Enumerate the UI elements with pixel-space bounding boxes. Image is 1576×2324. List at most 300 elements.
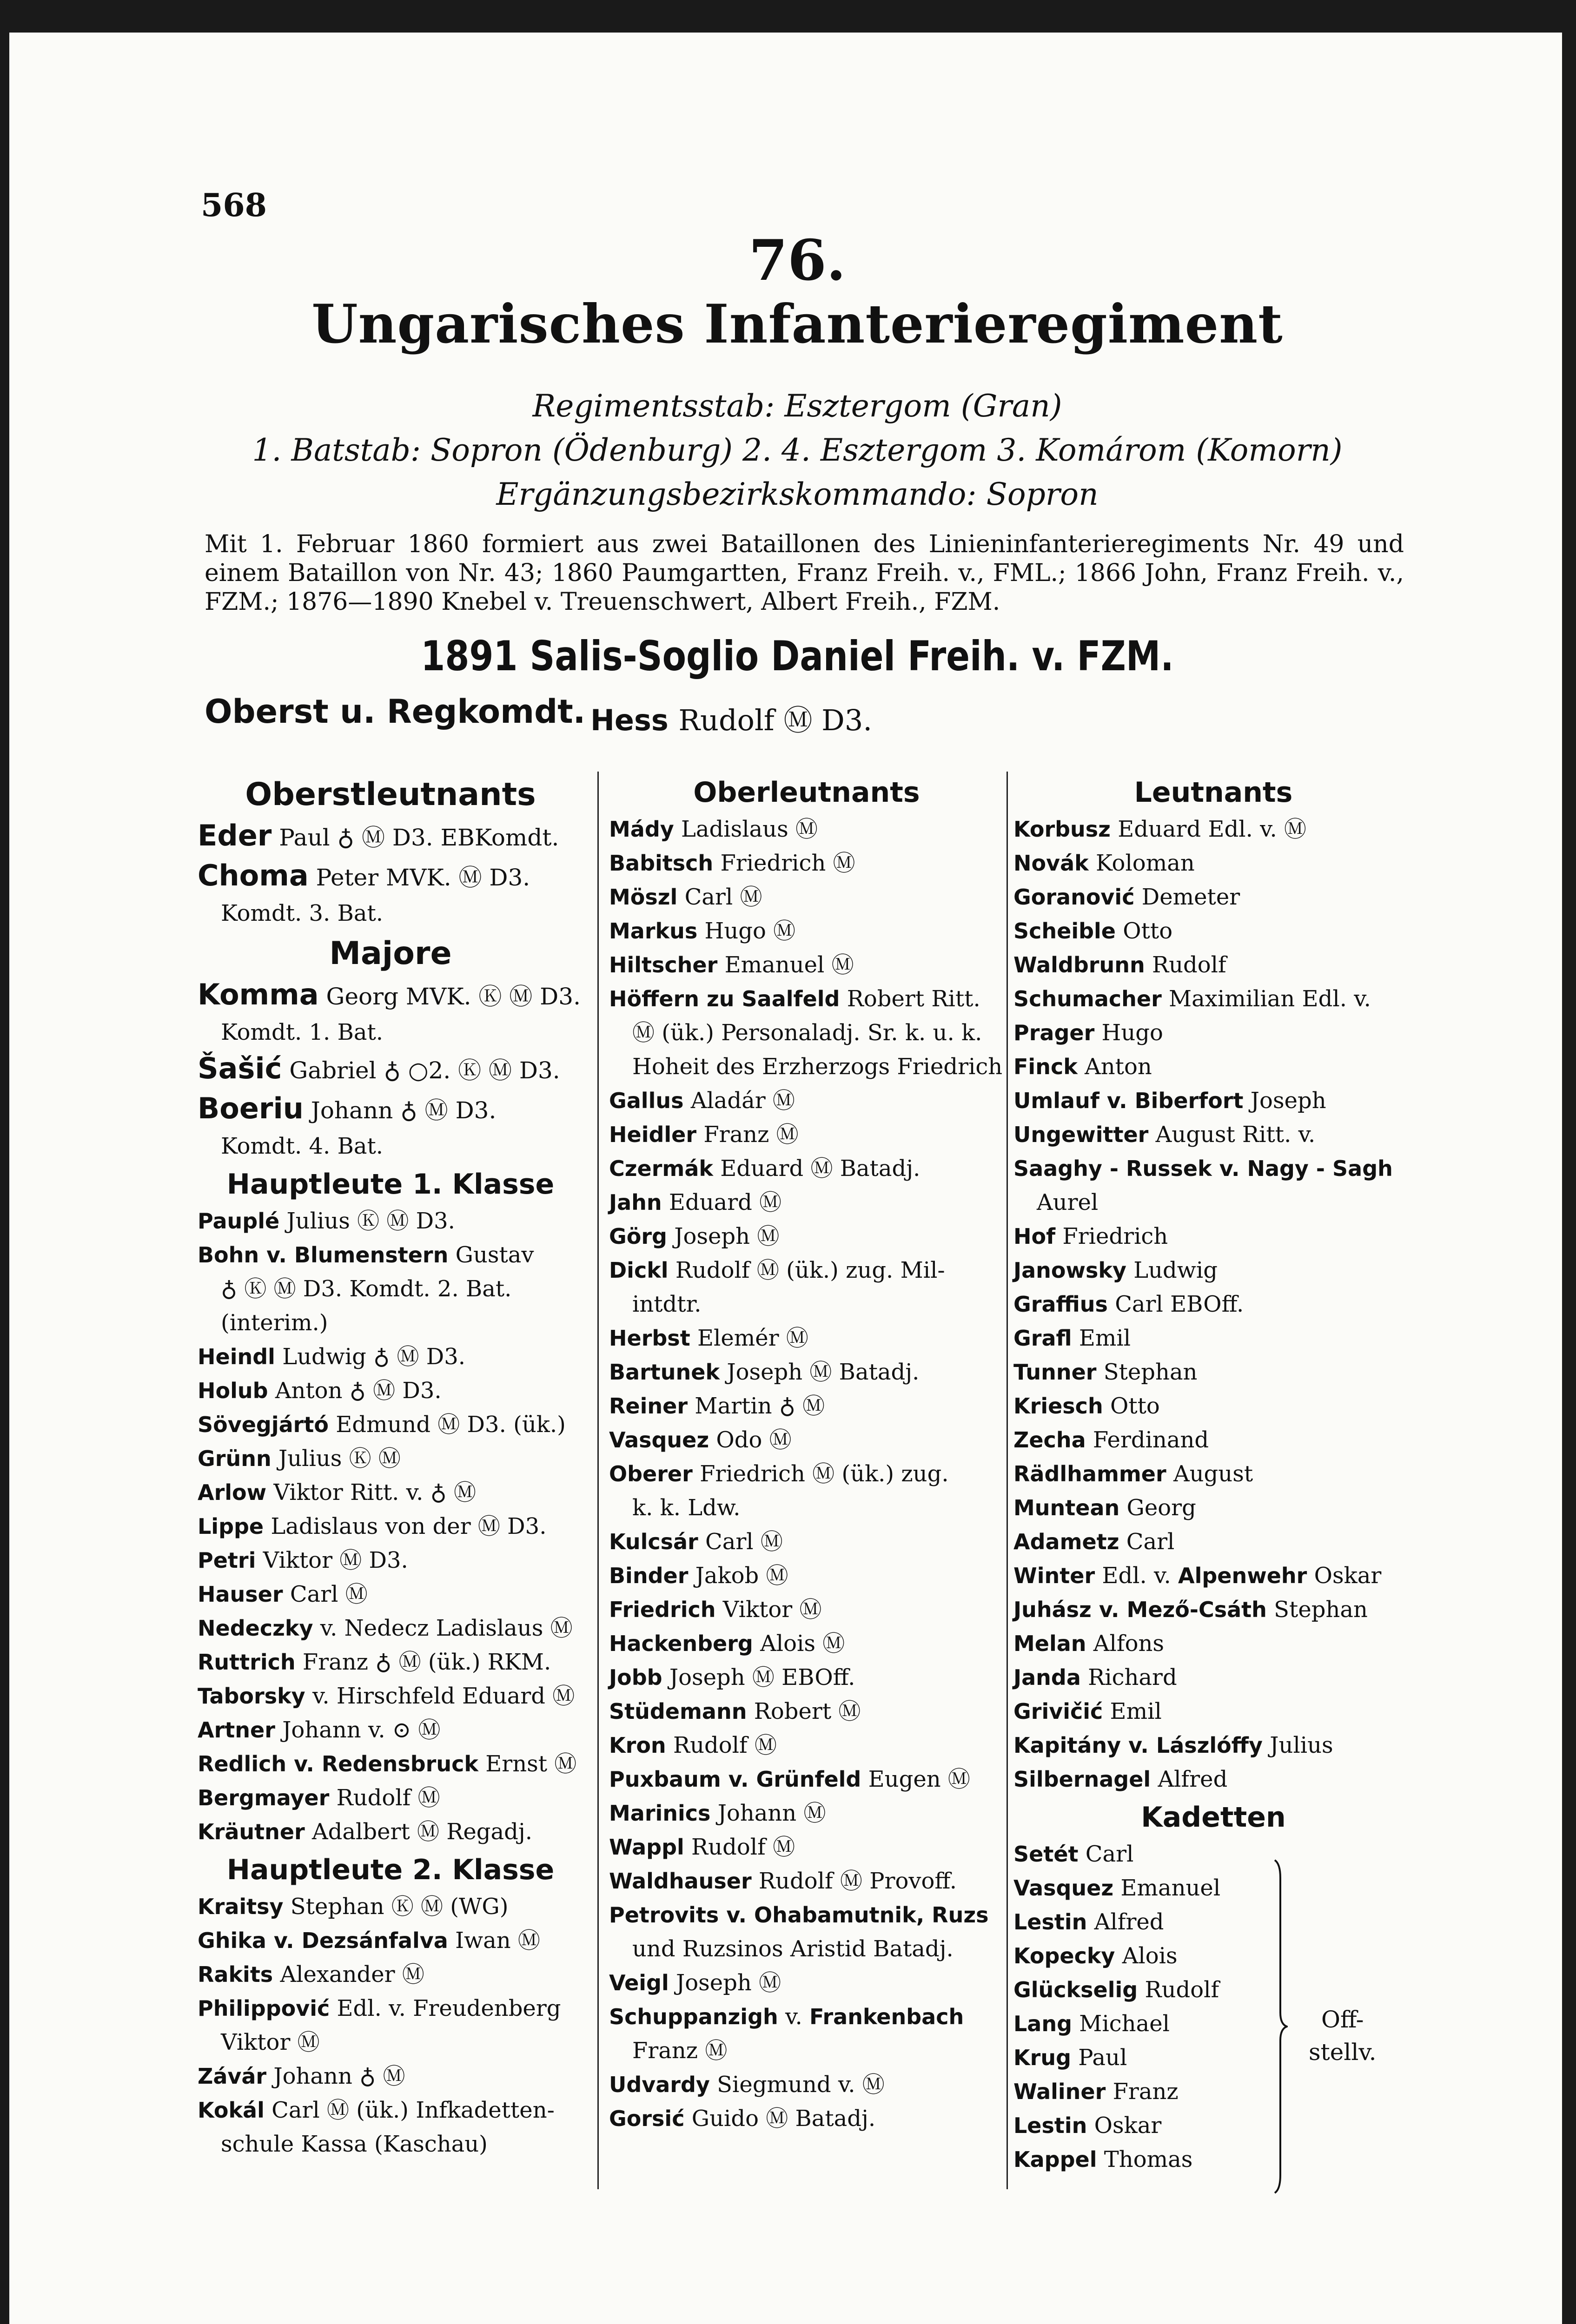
- entry-surname: Jobb: [609, 1665, 662, 1690]
- roster-entry: [609, 1627, 1004, 1661]
- entry-details: Ludwig ♁ Ⓜ D3.: [282, 1344, 466, 1370]
- entry-details: Alois: [1122, 1943, 1178, 1969]
- roster-entry: [1013, 2075, 1413, 2109]
- entry-details: Ladislaus von der Ⓜ D3.: [271, 1513, 547, 1539]
- entry-surname: Saaghy - Russek v. Nagy - Sagh: [1013, 1156, 1393, 1181]
- entry-details: Carl Ⓜ: [290, 1581, 368, 1607]
- roster-entry: [1013, 1118, 1413, 1152]
- entry-details: Eduard Edl. v. Ⓜ: [1118, 816, 1307, 842]
- middle-column: [609, 772, 1004, 2136]
- entry-surname: Umlauf v. Biberfort: [1013, 1088, 1244, 1113]
- roster-entry: [1013, 846, 1413, 880]
- entry-details: k. k. Ldw.: [632, 1495, 741, 1521]
- roster-entry: [609, 1457, 1004, 1491]
- section-title: Kadetten: [1141, 1801, 1286, 1834]
- roster-entry: [198, 1050, 583, 1089]
- entry-surname: Lippe: [198, 1514, 264, 1539]
- entry-details: August Ritt. v.: [1155, 1122, 1316, 1148]
- roster-entry: [198, 1442, 583, 1476]
- entry-surname: Artner: [198, 1717, 275, 1743]
- staff-line: Ergänzungsbezirkskommando: Sopron: [496, 476, 1099, 512]
- entry-details: Carl: [1126, 1529, 1175, 1555]
- entry-surname: Friedrich: [609, 1597, 716, 1622]
- entry-details: Peter MVK. Ⓜ D3.: [316, 864, 530, 891]
- roster-entry: [609, 1220, 1004, 1254]
- entry-details: Anton: [1085, 1054, 1152, 1080]
- roster-entry: [609, 1186, 1004, 1220]
- entry-surname: Waliner: [1013, 2079, 1106, 2104]
- roster-entry: [198, 1924, 583, 1958]
- entry-details: Alfred: [1158, 1766, 1228, 1792]
- entry-surname: Markus: [609, 918, 698, 944]
- kadetten-brace: [1274, 1859, 1288, 2194]
- entry-surname: Rakits: [198, 1962, 273, 1987]
- entry-details: Rudolf Ⓜ Provoff.: [758, 1868, 957, 1894]
- entry-surname: Glückselig: [1013, 1977, 1138, 2002]
- entry-surname: Waldbrunn: [1013, 952, 1145, 977]
- roster-entry: [198, 1747, 583, 1781]
- entry-details: Stephan: [1274, 1597, 1368, 1623]
- entry-details: Edl. v. Freudenberg: [337, 1995, 561, 2021]
- commander-surname: Hess: [590, 703, 669, 737]
- entry-details: Julius: [1270, 1732, 1333, 1758]
- entry-surname: Udvardy: [609, 2072, 710, 2097]
- regiment-number: 76.: [748, 228, 846, 293]
- roster-entry: [1013, 1355, 1413, 1389]
- entry-continuation: [198, 2127, 583, 2161]
- entry-details: Rudolf Ⓜ: [691, 1834, 795, 1860]
- entry-surname-part: Frankenbach: [809, 2004, 964, 2029]
- roster-entry: [198, 1204, 583, 1238]
- roster-entry: [198, 857, 583, 897]
- roster-entry: [609, 1152, 1004, 1186]
- roster-entry: [1013, 1084, 1413, 1118]
- entry-surname: Oberer: [609, 1461, 693, 1486]
- entry-details: Komdt. 1. Bat.: [221, 1019, 384, 1045]
- entry-details: Friedrich Ⓜ: [720, 850, 855, 876]
- regiment-owner: 1891 Salis-Soglio Daniel Freih. v. FZM.: [421, 632, 1174, 680]
- roster-entry: [198, 1992, 583, 2026]
- roster-entry: [1013, 1973, 1413, 2007]
- entry-details: Julius Ⓚ Ⓜ D3.: [286, 1208, 455, 1234]
- entry-details: Viktor Ritt. v. ♁ Ⓜ: [273, 1479, 476, 1505]
- roster-entry: [1013, 1661, 1413, 1695]
- roster-entry: [198, 1890, 583, 1924]
- entry-surname: Winter: [1013, 1563, 1095, 1588]
- roster-entry: [609, 1254, 1004, 1287]
- roster-entry: [1013, 880, 1413, 914]
- entry-surname: Kokál: [198, 2098, 265, 2123]
- entry-surname-part: und Ruzsinos: [632, 1936, 783, 1962]
- roster-entry: [198, 2093, 583, 2127]
- entry-surname-part: Alpenwehr: [1178, 1563, 1307, 1588]
- entry-continuation: [198, 1272, 583, 1340]
- entry-details: Alfons: [1093, 1631, 1165, 1657]
- entry-details: Georg MVK. Ⓚ Ⓜ D3.: [326, 983, 581, 1010]
- roster-entry: [609, 1966, 1004, 2000]
- roster-entry: [609, 1695, 1004, 1729]
- roster-entry: [609, 948, 1004, 982]
- entry-continuation: [609, 2034, 1004, 2068]
- entry-details: Stephan: [1103, 1359, 1198, 1385]
- entry-surname: Marinics: [609, 1801, 711, 1826]
- regiment-history: Mit 1. Februar 1860 formiert aus zwei Bataillonen des Linieninfanterieregiments Nr. 49 und einem Bataillon von Nr. 43; 1860 Paumgartten, Franz Freih. v., FML.; 1866 John, Franz Freih. v., FZM.; 1876—1890 Knebel v. Treuenschwert, Albert Freih., FZM.: [205, 530, 1404, 616]
- entry-surname: Arlow: [198, 1480, 267, 1505]
- roster-entry: [1013, 1695, 1413, 1729]
- entry-surname: Bohn v. Blumenstern: [198, 1242, 449, 1268]
- entry-details: Thomas: [1104, 2146, 1193, 2172]
- roster-entry: [1013, 1152, 1413, 1186]
- entry-surname: Taborsky: [198, 1684, 305, 1709]
- entry-details: Johann v. ⊙ Ⓜ: [282, 1717, 441, 1743]
- entry-surname: Muntean: [1013, 1495, 1120, 1520]
- entry-details: Joseph Ⓜ EBOff.: [669, 1664, 855, 1690]
- entry-surname: Bartunek: [609, 1360, 720, 1385]
- roster-entry: [198, 1408, 583, 1442]
- entry-details: Johann Ⓜ: [717, 1800, 826, 1826]
- entry-details: Odo Ⓜ: [716, 1427, 792, 1453]
- regiment-title: Ungarisches Infanterieregiment: [311, 293, 1283, 355]
- entry-details: Rudolf Ⓜ: [673, 1732, 777, 1758]
- roster-entry: [609, 1898, 1004, 1932]
- entry-details: Oskar: [1094, 2113, 1162, 2139]
- entry-details: Joseph Ⓜ Batadj.: [727, 1359, 920, 1385]
- roster-entry: [609, 812, 1004, 846]
- entry-surname: Janda: [1013, 1665, 1081, 1690]
- section-title: Majore: [329, 935, 452, 972]
- entry-surname: Choma: [198, 858, 309, 892]
- entry-surname: Heindl: [198, 1344, 275, 1369]
- entry-continuation: [198, 2026, 583, 2060]
- entry-details: schule Kassa (Kaschau): [221, 2131, 488, 2157]
- entry-surname: Vasquez: [609, 1427, 709, 1452]
- roster-entry: [1013, 948, 1413, 982]
- entry-surname: Kriesch: [1013, 1393, 1103, 1419]
- roster-entry: [1013, 1593, 1413, 1627]
- roster-entry: [609, 1118, 1004, 1152]
- entry-details: Viktor Ⓜ: [722, 1597, 822, 1623]
- entry-surname: Silbernagel: [1013, 1767, 1151, 1792]
- entry-details: Paul: [1078, 2045, 1127, 2071]
- entry-details: v. Nedecz Ladislaus Ⓜ: [320, 1615, 573, 1641]
- entry-surname: Schumacher: [1013, 986, 1162, 1011]
- entry-surname: Kappel: [1013, 2147, 1097, 2172]
- roster-entry: [198, 1578, 583, 1611]
- roster-entry: [609, 1830, 1004, 1864]
- entry-continuation: [198, 897, 583, 931]
- entry-surname: Herbst: [609, 1326, 690, 1351]
- entry-surname: Komma: [198, 977, 319, 1011]
- entry-details: Stephan Ⓚ Ⓜ (WG): [290, 1894, 509, 1920]
- entry-details: v. Hirschfeld Eduard Ⓜ: [312, 1683, 575, 1709]
- roster-entry: [1013, 1423, 1413, 1457]
- entry-details: Eduard Ⓜ Batadj.: [720, 1155, 920, 1182]
- entry-surname: Babitsch: [609, 851, 714, 876]
- entry-details: Oskar: [1314, 1563, 1382, 1589]
- entry-details: Guido Ⓜ Batadj.: [691, 2106, 876, 2132]
- entry-details: Otto: [1110, 1393, 1160, 1419]
- entry-details: Ladislaus Ⓜ: [681, 816, 818, 842]
- entry-details: Michael: [1079, 2011, 1170, 2037]
- entry-continuation: [198, 1129, 583, 1163]
- roster-entry: [198, 817, 583, 857]
- entry-surname: Zecha: [1013, 1427, 1086, 1452]
- roster-entry: [198, 1815, 583, 1849]
- roster-entry: [609, 880, 1004, 914]
- entry-surname: Philippović: [198, 1996, 330, 2021]
- entry-details: Carl Ⓜ: [684, 884, 762, 910]
- entry-details: Siegmund v. Ⓜ: [717, 2072, 885, 2098]
- document-page: [9, 33, 1562, 2324]
- entry-surname: Binder: [609, 1563, 689, 1588]
- entry-details: Carl: [1085, 1841, 1134, 1867]
- roster-entry: [609, 1729, 1004, 1763]
- entry-surname: Setét: [1013, 1842, 1079, 1867]
- entry-surname: Janowsky: [1013, 1258, 1126, 1283]
- entry-surname: Novák: [1013, 851, 1089, 876]
- roster-entry: [1013, 1763, 1413, 1796]
- entry-surname: Finck: [1013, 1054, 1078, 1079]
- roster-entry: [609, 1423, 1004, 1457]
- section-title: Oberleutnants: [693, 776, 920, 809]
- roster-entry: [1013, 2143, 1413, 2177]
- entry-surname: Ungewitter: [1013, 1122, 1149, 1147]
- entry-surname: Graffius: [1013, 1292, 1108, 1317]
- roster-entry: [1013, 2109, 1413, 2143]
- entry-details: Eduard Ⓜ: [669, 1189, 782, 1215]
- entry-details: Komdt. 3. Bat.: [221, 900, 384, 926]
- right-column: [1013, 772, 1413, 2177]
- entry-details: Viktor Ⓜ: [221, 2029, 320, 2055]
- entry-details: Carl Ⓜ (ük.) Infkadetten-: [271, 2097, 555, 2123]
- entry-surname: Kulcsár: [609, 1529, 698, 1554]
- offstellv-note: [1309, 2003, 1377, 2068]
- left-column: [198, 772, 583, 2161]
- roster-entry: [1013, 1254, 1413, 1287]
- entry-surname: Heidler: [609, 1122, 697, 1147]
- entry-surname: Grünn: [198, 1446, 271, 1471]
- roster-entry: [1013, 1837, 1413, 1871]
- entry-details: Aristid Batadj.: [790, 1936, 954, 1962]
- roster-entry: [609, 982, 1004, 1016]
- entry-details: Iwan Ⓜ: [455, 1928, 540, 1954]
- section-title: Oberstleutnants: [245, 776, 536, 813]
- entry-surname: Kraitsy: [198, 1894, 284, 1919]
- roster-entry: [609, 1525, 1004, 1559]
- entry-details: Joseph Ⓜ: [674, 1223, 780, 1249]
- commander-rank: Oberst u. Regkomdt.: [205, 693, 586, 731]
- entry-surname: Czermák: [609, 1156, 713, 1181]
- entry-details: Hugo Ⓜ: [704, 918, 796, 944]
- entry-details: Rudolf Ⓜ (ük.) zug. Mil-: [675, 1257, 945, 1283]
- entry-surname: Petrovits v. Ohabamutnik, Ruzs: [609, 1902, 989, 1928]
- entry-surname: Dickl: [609, 1258, 669, 1283]
- entry-surname: Veigl: [609, 1970, 669, 1995]
- entry-surname: Pauplé: [198, 1208, 280, 1234]
- entry-details: Alfred: [1094, 1909, 1164, 1935]
- entry-details: Edmund Ⓜ D3. (ük.): [336, 1412, 566, 1438]
- roster-entry: [198, 1374, 583, 1408]
- entry-surname: Melan: [1013, 1631, 1086, 1656]
- roster-entry: [1013, 1389, 1413, 1423]
- entry-surname: Holub: [198, 1378, 268, 1403]
- roster-entry: [1013, 1220, 1413, 1254]
- entry-surname: Gallus: [609, 1088, 684, 1113]
- entry-continuation: [609, 1932, 1004, 1966]
- entry-details: Georg: [1126, 1495, 1196, 1521]
- commander-details: Rudolf Ⓜ D3.: [678, 703, 873, 737]
- entry-details: Carl Ⓜ: [705, 1529, 783, 1555]
- entry-surname: Lang: [1013, 2011, 1073, 2036]
- entry-details: Viktor Ⓜ D3.: [263, 1547, 408, 1573]
- entry-details: Franz ♁ Ⓜ (ük.) RKM.: [302, 1649, 551, 1675]
- roster-entry: [198, 1713, 583, 1747]
- entry-details: Emanuel Ⓜ: [724, 952, 854, 978]
- entry-details: Edl. v.: [1102, 1563, 1171, 1589]
- offstellv-note-line: stellv.: [1309, 2039, 1377, 2066]
- entry-surname: Krug: [1013, 2045, 1072, 2070]
- commander-name: [590, 697, 872, 739]
- roster-entry: [1013, 982, 1413, 1016]
- entry-details: Ⓜ (ük.) Personaladj. Sr. k. u. k. Hoheit des Erzherzogs Friedrich: [632, 1020, 1003, 1080]
- entry-surname: Höffern zu Saalfeld: [609, 986, 840, 1011]
- entry-surname: Grafl: [1013, 1326, 1072, 1351]
- entry-details: Eugen Ⓜ: [868, 1766, 970, 1792]
- entry-details: intdtr.: [632, 1291, 702, 1317]
- entry-details: Friedrich: [1062, 1223, 1168, 1249]
- roster-entry: [198, 1238, 583, 1272]
- roster-entry: [198, 1645, 583, 1679]
- entry-details: Johann ♁ Ⓜ D3.: [311, 1097, 497, 1124]
- entry-details: Rudolf Ⓜ: [336, 1785, 440, 1811]
- entry-surname: Sövegjártó: [198, 1412, 329, 1437]
- staff-line: 1. Batstab: Sopron (Ödenburg) 2. 4. Esztergom 3. Komárom (Komorn): [252, 432, 1343, 468]
- entry-surname: Lestin: [1013, 2113, 1087, 2138]
- entry-details: Demeter: [1141, 884, 1240, 910]
- entry-details: Alexander Ⓜ: [280, 1961, 424, 1987]
- roster-entry: [1013, 1559, 1413, 1593]
- entry-surname: Jahn: [609, 1190, 662, 1215]
- section-title: Hauptleute 2. Klasse: [226, 1854, 555, 1886]
- roster-entry: [1013, 1905, 1413, 1939]
- entry-surname: Bergmayer: [198, 1785, 330, 1810]
- entry-surname: Závár: [198, 2064, 267, 2089]
- section-title: Hauptleute 1. Klasse: [226, 1168, 555, 1201]
- roster-entry: [609, 914, 1004, 948]
- roster-entry: [609, 846, 1004, 880]
- staff-line: Regimentsstab: Esztergom (Gran): [532, 388, 1062, 424]
- entry-surname: Reiner: [609, 1393, 688, 1419]
- roster-entry: [198, 1781, 583, 1815]
- entry-surname: Adametz: [1013, 1529, 1119, 1554]
- entry-details: Martin ♁ Ⓜ: [695, 1393, 825, 1419]
- entry-details: Gustav: [455, 1242, 534, 1268]
- entry-surname: Hauser: [198, 1582, 283, 1607]
- roster-entry: [198, 1510, 583, 1544]
- entry-details: Gabriel ♁ ○2. Ⓚ Ⓜ D3.: [289, 1057, 560, 1084]
- entry-details: Robert Ritt.: [847, 986, 980, 1012]
- entry-surname: Juhász v. Mező-Csáth: [1013, 1597, 1267, 1622]
- entry-surname: Stüdemann: [609, 1699, 747, 1724]
- roster-entry: [1013, 1016, 1413, 1050]
- entry-continuation: [609, 1287, 1004, 1321]
- entry-surname: Korbusz: [1013, 817, 1111, 842]
- entry-surname: Vasquez: [1013, 1875, 1114, 1901]
- entry-details: v.: [785, 2004, 802, 2030]
- entry-surname: Waldhauser: [609, 1868, 752, 1894]
- entry-details: Anton ♁ Ⓜ D3.: [275, 1378, 442, 1404]
- entry-surname: Nedeczky: [198, 1616, 313, 1641]
- roster-entry: [198, 1958, 583, 1992]
- roster-entry: [1013, 1321, 1413, 1355]
- entry-surname: Lestin: [1013, 1909, 1087, 1934]
- entry-surname: Kron: [609, 1733, 666, 1758]
- entry-surname: Tunner: [1013, 1360, 1097, 1385]
- roster-entry: [609, 1355, 1004, 1389]
- roster-entry: [609, 2102, 1004, 2136]
- entry-details: Koloman: [1095, 850, 1195, 876]
- entry-surname: Boeriu: [198, 1091, 304, 1125]
- entry-details: Adalbert Ⓜ Regadj.: [312, 1819, 533, 1845]
- entry-surname: Kapitány v. Lászlóffy: [1013, 1733, 1263, 1758]
- roster-entry: [1013, 1939, 1413, 1973]
- roster-entry: [1013, 1457, 1413, 1491]
- entry-details: Elemér Ⓜ: [697, 1325, 808, 1351]
- roster-entry: [609, 1763, 1004, 1796]
- section-title: Leutnants: [1134, 776, 1293, 809]
- entry-details: ♁ Ⓚ Ⓜ D3. Komdt. 2. Bat. (interim.): [221, 1276, 512, 1336]
- roster-entry: [609, 1559, 1004, 1593]
- roster-entry: [1013, 1525, 1413, 1559]
- roster-entry: [198, 1340, 583, 1374]
- entry-details: Rudolf: [1145, 1977, 1219, 2003]
- entry-surname: Ruttrich: [198, 1650, 296, 1675]
- entry-details: Alois Ⓜ: [760, 1631, 845, 1657]
- entry-surname: Goranović: [1013, 885, 1135, 910]
- roster-entry: [198, 1089, 583, 1129]
- roster-entry: [609, 1796, 1004, 1830]
- entry-details: Friedrich Ⓜ (ük.) zug.: [700, 1461, 949, 1487]
- roster-entry: [1013, 1491, 1413, 1525]
- entry-details: Richard: [1088, 1664, 1177, 1690]
- entry-surname: Kopecky: [1013, 1943, 1115, 1968]
- entry-surname: Rädlhammer: [1013, 1461, 1166, 1486]
- roster-entry: [198, 1476, 583, 1510]
- entry-details: Rudolf: [1152, 952, 1226, 978]
- entry-details: Ernst Ⓜ: [485, 1751, 577, 1777]
- entry-details: Johann ♁ Ⓜ: [273, 2063, 405, 2089]
- entry-details: Emanuel: [1120, 1875, 1221, 1901]
- entry-details: Maximilian Edl. v.: [1169, 986, 1371, 1012]
- entry-surname: Prager: [1013, 1020, 1095, 1045]
- entry-details: August: [1173, 1461, 1253, 1487]
- entry-surname: Redlich v. Redensbruck: [198, 1751, 478, 1776]
- entry-surname: Kräutner: [198, 1819, 305, 1844]
- column-divider: [1007, 772, 1008, 2189]
- page-number: 568: [201, 187, 267, 224]
- entry-details: Emil: [1079, 1325, 1131, 1351]
- roster-entry: [198, 1679, 583, 1713]
- entry-surname: Šašić: [198, 1051, 282, 1085]
- entry-details: Franz Ⓜ: [703, 1122, 799, 1148]
- entry-surname: Puxbaum v. Grünfeld: [609, 1767, 861, 1792]
- entry-details: Julius Ⓚ Ⓜ: [278, 1446, 401, 1472]
- entry-details: Komdt. 4. Bat.: [221, 1133, 384, 1159]
- entry-details: Franz: [1112, 2079, 1179, 2105]
- entry-surname: Hof: [1013, 1224, 1056, 1249]
- roster-entry: [1013, 1729, 1413, 1763]
- entry-details: Hugo: [1101, 1020, 1163, 1046]
